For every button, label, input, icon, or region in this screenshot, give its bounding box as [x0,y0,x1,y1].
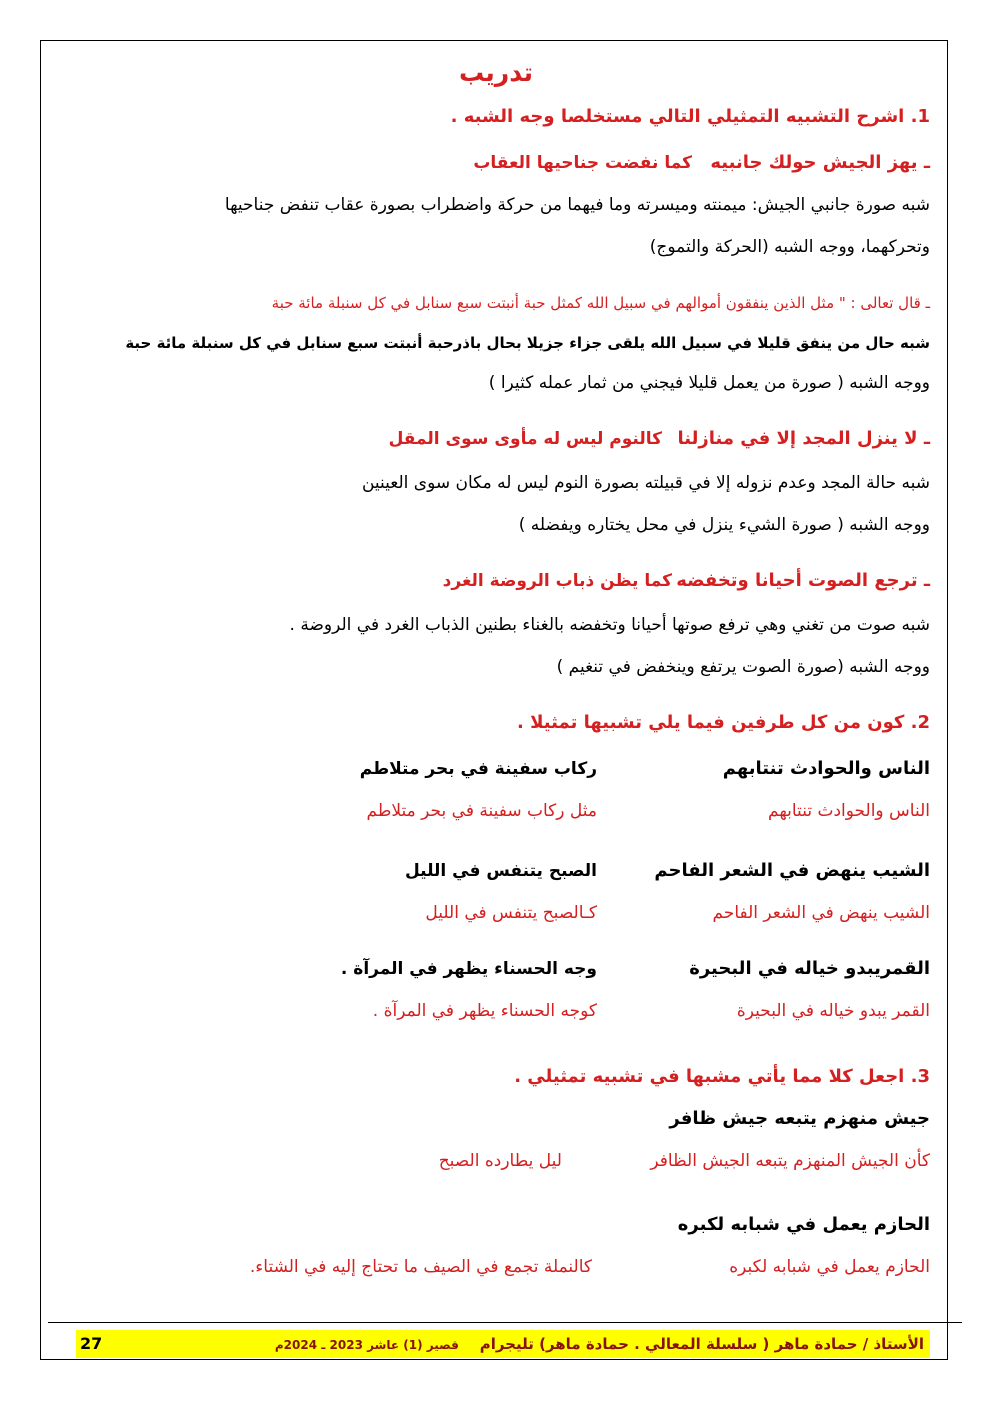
q3-item2-ans-b: كالنملة تجمع في الصيف ما تحتاج إليه في الشتاء. [249,1257,592,1277]
q2-pair1-ans-b: مثل ركاب سفينة في بحر متلاطم [366,801,597,821]
q1-item3-verse-b: كالنوم ليس له مأوى سوى المقل [388,429,662,449]
footer-author: الأستاذ / حمادة ماهر ( سلسلة المعالي . حمادة ماهر) تليجرام [479,1335,924,1353]
q3-item1-ans-a: كأن الجيش المنهزم يتبعه الجيش الظافر [650,1151,930,1171]
footer-course: قصير (1) عاشر 2023 ـ 2024م [274,1338,459,1352]
q1-item1-verse-b: كما نفضت جناحيها العقاب [473,153,692,173]
q2-pair2-ans-a: الشيب ينهض في الشعر الفاحم [712,903,930,923]
q1-item4-verse-b: كما يظن ذباب الروضة الغرد [442,571,672,591]
footer-text [275,1332,924,1357]
q1-item3-line1: شبه حالة المجد وعدم نزوله إلا في قبيلته بصورة النوم ليس له مكان سوى العينين [361,473,930,493]
footer-bar [76,1330,930,1358]
q1-heading: 1. اشرح التشبيه التمثيلي التالي مستخلصا وجه الشبه . [450,106,930,127]
q1-item2-line2: ووجه الشبه ( صورة من يعمل قليلا فيجني من ثمار عمله كثيرا ) [488,373,930,393]
q2-pair1-a: الناس والحوادث تنتابهم [722,758,930,779]
q2-pair1-ans-a: الناس والحوادث تنتابهم [768,801,930,821]
q2-pair2-ans-b: كـالصبح يتنفس في الليل [425,903,597,923]
q3-item2-ans-a: الحازم يعمل في شبابه لكبره [729,1257,930,1277]
q1-item1-line1: شبه صورة جانبي الجيش: ميمنته وميسرته وما فيهما من حركة واضطراب بصورة عقاب تنفض جناحيها [224,195,930,215]
q2-pair3-b: وجه الحسناء يظهر في المرآة . [340,959,597,979]
q2-pair3-ans-b: كوجه الحسناء يظهر في المرآة . [372,1001,597,1021]
q1-item3-verse-a: ـ لا ينزل المجد إلا في منازلنا [677,428,930,449]
q1-item2-verse: ـ قال تعالى : " مثل الذين ينفقون أموالهم في سبيل الله كمثل حبة أنبتت سبع سنابل في كل سنبلة مائة حبة [271,294,930,312]
q1-item4-verse-a: ـ ترجع الصوت أحيانا وتخفضه [676,570,930,591]
q1-item2-line1: شبه حال من ينفق قليلا في سبيل الله يلقى جزاء جزيلا بحال باذرحبة أنبتت سبع سنابل في كل سنبلة مائة حبة [125,334,930,352]
q3-item1-ans-b: ليل يطارده الصبح [438,1151,562,1171]
q3-heading: 3. اجعل كلا مما يأتي مشبها في تشبيه تمثيلي . [514,1066,930,1087]
q3-item2-prompt: الحازم يعمل في شبابه لكبره [677,1214,930,1235]
page-number: 27 [80,1334,103,1353]
q1-item3-line2: ووجه الشبه ( صورة الشيء ينزل في محل يختاره ويفضله ) [518,515,930,535]
q2-pair2-a: الشيب ينهض في الشعر الفاحم [654,860,930,881]
q1-item4-line2: ووجه الشبه (صورة الصوت يرتفع وينخفض في تنغيم ) [556,657,930,677]
page-title: تدريب [458,58,534,87]
q1-item1-verse-a: ـ يهز الجيش حولك جانبيه [710,152,930,173]
q2-pair3-a: القمريبدو خياله في البحيرة [689,958,930,979]
q3-item1-prompt: جيش منهزم يتبعه جيش ظافر [669,1108,930,1129]
q1-item4-line1: شبه صوت من تغني وهي ترفع صوتها أحيانا وتخفضه بالغناء بطنين الذباب الغرد في الروضة . [289,615,930,635]
q2-pair1-b: ركاب سفينة في بحر متلاطم [359,759,597,779]
q2-pair3-ans-a: القمر يبدو خياله في البحيرة [736,1001,930,1021]
q2-pair2-b: الصبح يتنفس في الليل [404,861,597,881]
q2-heading: 2. كون من كل طرفين فيما يلي تشبيها تمثيلا . [517,712,930,733]
footer-rule [48,1322,962,1323]
q1-item1-line2: وتحركهما، ووجه الشبه (الحركة والتموج) [649,237,930,257]
